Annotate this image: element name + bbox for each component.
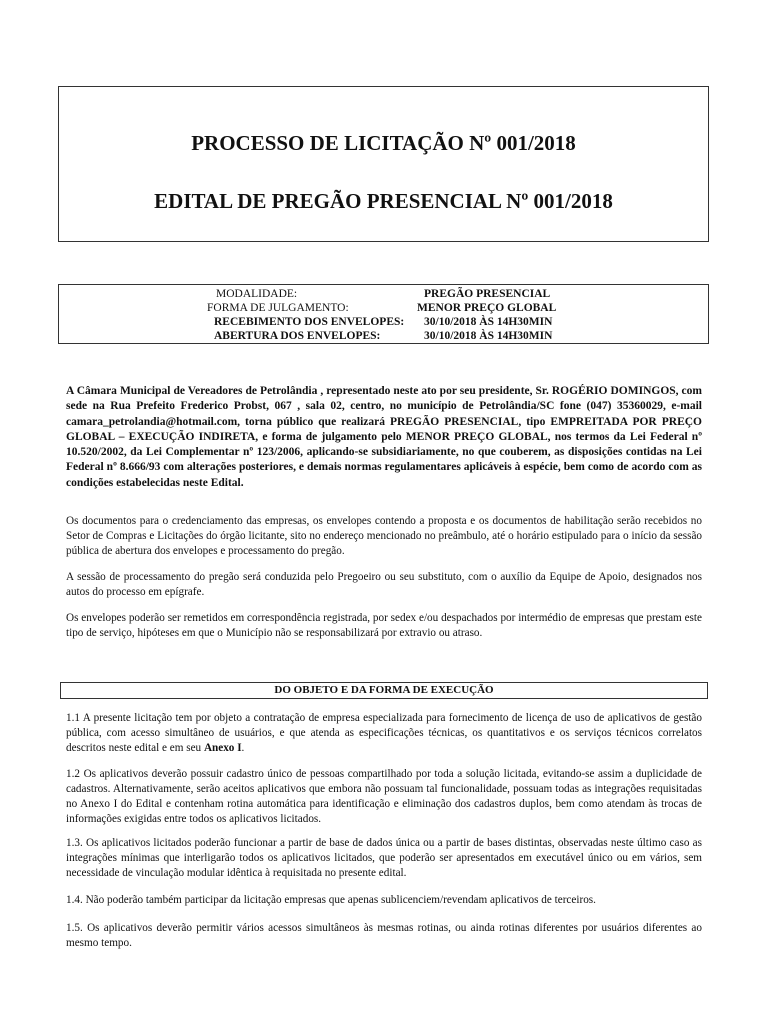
process-title: PROCESSO DE LICITAÇÃO Nº 001/2018 xyxy=(191,131,576,155)
info-label: FORMA DE JULGAMENTO: xyxy=(207,302,349,314)
section-header-objeto: DO OBJETO E DA FORMA DE EXECUÇÃO xyxy=(60,682,708,699)
edital-title: EDITAL DE PREGÃO PRESENCIAL Nº 001/2018 xyxy=(154,189,613,213)
item-1-3: 1.3. Os aplicativos licitados poderão funcionar a partir de base de dados única ou a partir de bases distintas, observadas neste último caso as integrações mínimas que interligarão todos os aplicativos licitados, que poderão ser apresentados em executável único ou em vários, sem necessidade de vinculação modular idêntica à requisitada no presente edital. xyxy=(66,837,702,879)
intro-paragraph: A Câmara Municipal de Vereadores de Petrolândia , representado neste ato por seu presidente, Sr. ROGÉRIO DOMINGOS, com sede na Rua Prefeito Frederico Probst, 067 , sala 02, centro, no município de Petrolândia/SC fone (047) 35360029, e-mail camara_petrolandia@hotmail.com, torna público que realizará PREGÃO PRESENCIAL, tipo EMPREITADA POR PREÇO GLOBAL – EXECUÇÃO INDIRETA, e forma de julgamento pelo MENOR PREÇO GLOBAL, nos termos da Lei Federal nº 10.520/2002, da Lei Complementar nº 123/2006, aplicando-se subsidiariamente, no que couberem, as disposições contidas na Lei Federal nº 8.666/93 com alterações posteriores, e demais normas regulamentares aplicáveis à espécie, bem como de acordo com as condições estabelecidas neste Edital. xyxy=(66,385,702,489)
info-value: 30/10/2018 ÀS 14H30MIN xyxy=(424,330,553,342)
info-box xyxy=(58,284,709,344)
item-1-4: 1.4. Não poderão também participar da licitação empresas que apenas sublicenciem/revendam aplicativos de terceiros. xyxy=(66,894,596,906)
paragraph-envelopes: Os envelopes poderão ser remetidos em correspondência registrada, por sedex e/ou despachados por intermédio de empresas que prestam este tipo de serviço, hipóteses em que o Município não se responsabilizará por extravio ou atraso. xyxy=(66,612,702,639)
info-row-modalidade xyxy=(59,287,708,301)
item-1-5: 1.5. Os aplicativos deverão permitir vários acessos simultâneos às mesmas rotinas, ou ainda rotinas diferentes por usuários diferentes ao mesmo tempo. xyxy=(66,922,702,949)
info-label: ABERTURA DOS ENVELOPES: xyxy=(214,330,381,342)
anexo-reference: Anexo I xyxy=(203,742,242,754)
info-row-abertura xyxy=(59,329,708,343)
item-1-2: 1.2 Os aplicativos deverão possuir cadastro único de pessoas compartilhado por toda a solução licitada, evitando-se assim a duplicidade de cadastros. Alternativamente, serão aceitos aplicativos que embora não possuam tal funcionalidade, possuam todas as integrações requisitadas no Anexo I do Edital e contenham rotina automática para identificação e eliminação dos cadastros duplos, bem como atendam às trocas de informações exigidas entre todos os aplicativos licitados. xyxy=(66,768,702,825)
info-label: RECEBIMENTO DOS ENVELOPES: xyxy=(214,316,405,328)
info-value: MENOR PREÇO GLOBAL xyxy=(417,302,557,314)
paragraph-documentos: Os documentos para o credenciamento das empresas, os envelopes contendo a proposta e os documentos de habilitação serão recebidos no Setor de Compras e Licitações do órgão licitante, sito no endereço mencionado no preâmbulo, até o horário estipulado para o início da sessão pública de abertura dos envelopes e processamento do pregão. xyxy=(66,515,702,557)
info-row-julgamento xyxy=(59,301,708,315)
info-value: 30/10/2018 ÀS 14H30MIN xyxy=(424,316,553,328)
item-1-1-end: . xyxy=(241,742,245,754)
item-1-1 xyxy=(66,711,702,756)
info-value: PREGÃO PRESENCIAL xyxy=(424,288,551,300)
paragraph-sessao: A sessão de processamento do pregão será conduzida pelo Pregoeiro ou seu substituto, com o auxílio da Equipe de Apoio, designados nos autos do processo em epígrafe. xyxy=(66,571,702,598)
info-row-recebimento xyxy=(59,315,708,329)
title-box xyxy=(58,86,709,242)
info-label: MODALIDADE: xyxy=(216,288,298,300)
item-1-1-text: 1.1 A presente licitação tem por objeto a contratação de empresa especializada para fornecimento de licença de uso de aplicativos de gestão pública, com acesso simultâneo de usuários, e que atenda as especificações técnicas, os quantitativos e os serviços técnicos correlatos descritos neste edital e em seu xyxy=(66,712,702,754)
